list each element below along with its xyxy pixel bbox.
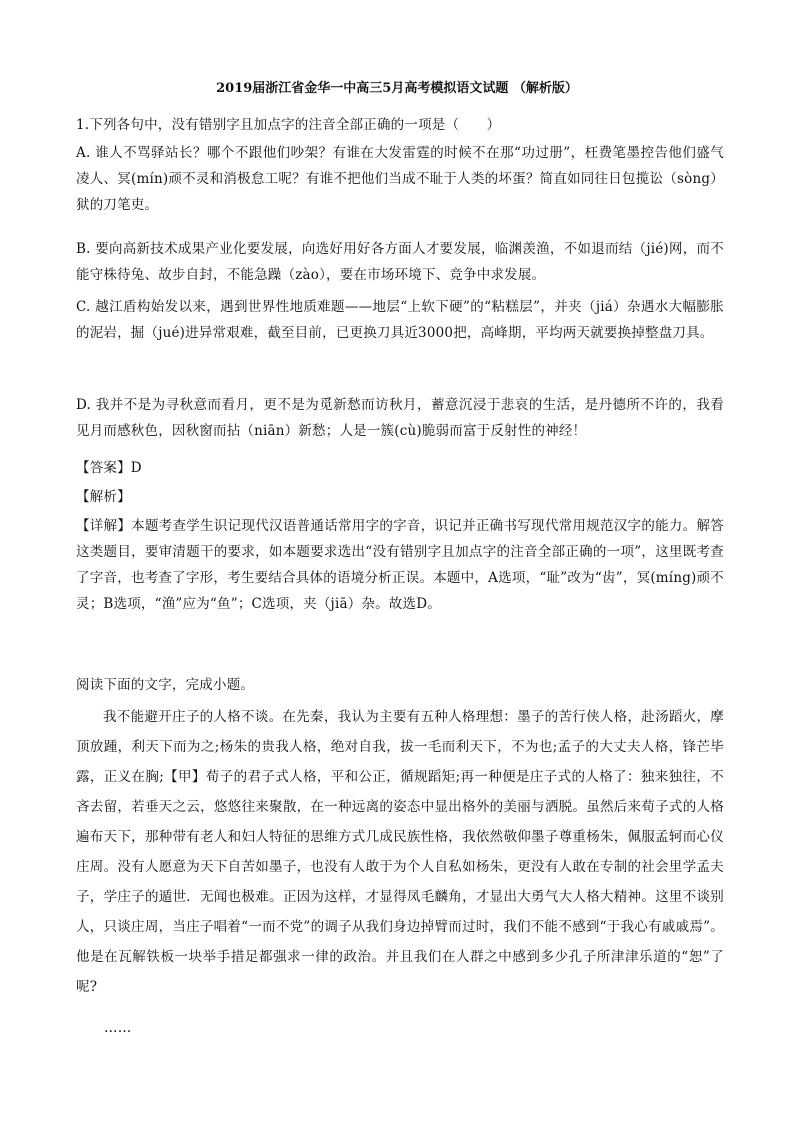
- question-1-stem: [76, 112, 724, 138]
- analysis-detail: [76, 513, 724, 617]
- option-a-text: A. 谁人不骂驿站长？哪个不跟他们吵架？有谁在大发雷霆的时候不在那“功过册”，枉费笔墨控告他们盛气凌人、冥(mín)顽不灵和消极怠工呢？有谁不把他们当成不耻于人类的坏蛋？简直如同往日包揽讼（sòng）狱的刀笔吏。: [76, 145, 724, 213]
- question-stem-text: 1.下列各句中，没有错别字且加点字的注音全部正确的一项是（ ）: [76, 117, 501, 133]
- document-title: 2019届浙江省金华一中高三5月高考模拟语文试题 （解析版）: [216, 81, 578, 96]
- option-b: [76, 236, 724, 288]
- option-c-text: C. 越江盾构始发以来，遇到世界性地质难题——地层“上软下硬”的“粘糕层”，并夹（jiá）杂遇水大幅膨胀的泥岩，掘（jué)进异常艰难，截至目前，已更换刀具近3000把，高峰期，平均两天就要换掉整盘刀具。: [76, 299, 724, 341]
- answer: [76, 455, 724, 481]
- analysis-heading-text: 【解析】: [76, 489, 131, 505]
- passage-paragraph: 我不能避开庄子的人格不谈。在先秦，我认为主要有五种人格理想：墨子的苦行侠人格，赴汤蹈火，摩顶放踵，利天下而为之;杨朱的贵我人格，绝对自我，拔一毛而利天下，不为也;孟子的大丈夫人格，锋芒毕露，正义在胸;【甲】荀子的君子式人格，平和公正，循规蹈矩;再一种便是庄子式的人格了：独来独往，不吝去留，若垂天之云，悠悠往来聚散，在一种远离的姿态中显出格外的美丽与洒脱。虽然后来荀子式的人格遍布天下，那种带有老人和妇人特征的思维方式几成民族性格，我依然敬仰墨子尊重杨朱，佩服孟轲而心仪庄周。没有人愿意为天下自苦如墨子，也没有人敢于为个人自私如杨朱，更没有人敢在专制的社会里学孟夫子，学庄子的遁世．无闻也极难。正因为这样，才显得凤毛麟角，才显出大勇气大人格大精神。这里不谈别人，只谈庄周，当庄子唱着“一而不党”的调子从我们身边掉臂而过时，我们不能不感到“于我心有戚戚焉”。他是在瓦解铁板一块举手措足都强求一律的政治。并且我们在人群之中感到多少孔子所津津乐道的“恕”了呢?: [76, 709, 724, 995]
- option-b-text: B. 要向高新技术成果产业化要发展，向选好用好各方面人才要发展，临渊羡渔，不如退而结（jié)网，而不能守株待兔、故步自封，不能急躁（zào），要在市场环境下、竞争中求发展。: [76, 241, 724, 283]
- option-c: [76, 294, 724, 346]
- analysis-detail-text: 【详解】本题考查学生识记现代汉语普通话常用字的字音，识记并正确书写现代常用规范汉字的能力。解答这类题目，要审清题干的要求，如本题要求选出“没有错别字且加点字的注音全部正确的一项”，这里既考查了字音，也考查了字形，考生要结合具体的语境分析正误。本题中，A选项，“耻”改为“齿”，冥(míng)顽不灵；B选项，“渔”应为“鱼”；C选项，夹（jiā）杂。故选D。: [76, 518, 724, 612]
- ellipsis-text: ……: [104, 1020, 132, 1036]
- passage-ellipsis: [104, 1015, 752, 1041]
- option-d: [76, 392, 724, 444]
- option-a: [76, 140, 724, 218]
- option-d-text: D. 我并不是为寻秋意而看月，更不是为觅新愁而访秋月，蓄意沉浸于悲哀的生活，是丹德所不许的，我看见月而感秋色，因秋窗而拈（niān）新愁；人是一簇(cù)脆弱而富于反射性的神经！: [76, 397, 724, 439]
- reading-intro-text: 阅读下面的文字，完成小题。: [76, 677, 255, 693]
- analysis-heading: [76, 484, 724, 510]
- answer-text: 【答案】D: [76, 460, 142, 476]
- reading-passage: [76, 702, 724, 1002]
- reading-intro: [76, 672, 724, 698]
